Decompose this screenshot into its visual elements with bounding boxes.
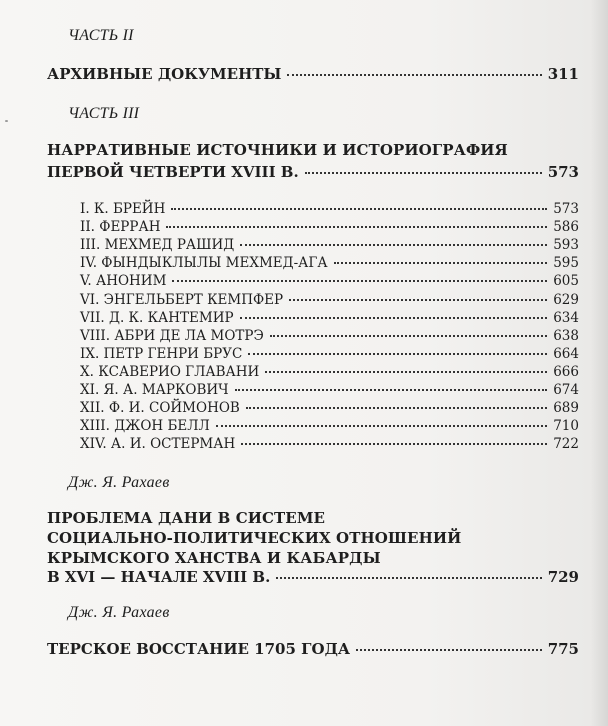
toc-entry-title: ПЕРВОЙ ЧЕТВЕРТИ XVIII В.	[47, 163, 299, 181]
dot-leader	[241, 443, 547, 445]
toc-subentry[interactable]	[80, 236, 579, 255]
toc-subentry[interactable]	[80, 272, 579, 291]
toc-subentry-page: 689	[553, 400, 579, 416]
toc-subentry[interactable]	[80, 309, 579, 328]
toc-entry-narrative-sources[interactable]	[47, 163, 579, 181]
toc-subentry-page: 710	[553, 418, 579, 434]
dot-leader	[287, 74, 541, 76]
page-edge-shadow	[590, 0, 608, 726]
toc-entry-title: АРХИВНЫЕ ДОКУМЕНТЫ	[47, 65, 282, 83]
toc-subentry-page: 638	[553, 328, 579, 344]
dot-leader	[289, 299, 547, 301]
dot-leader	[235, 389, 547, 391]
toc-subentry-title: IV. ФЫНДЫКЛЫЛЫ МЕХМЕД-АГА	[80, 255, 328, 271]
toc-subentry-title: VI. ЭНГЕЛЬБЕРТ КЕМПФЕР	[80, 292, 284, 308]
dot-leader	[166, 226, 547, 228]
dot-leader	[305, 172, 542, 174]
part3-heading: ЧАСТЬ III	[68, 105, 140, 122]
toc-subentry[interactable]	[80, 218, 579, 237]
toc-entry-page: 311	[547, 65, 579, 83]
dot-leader	[216, 425, 547, 427]
part2-heading: ЧАСТЬ II	[68, 27, 134, 44]
toc-subentry-title: II. ФЕРРАН	[80, 219, 161, 235]
toc-subentry[interactable]	[80, 345, 579, 364]
toc-subentry-page: 595	[553, 255, 579, 271]
toc-subentry[interactable]	[80, 327, 579, 346]
toc-subentry-title: XIV. А. И. ОСТЕРМАН	[80, 436, 236, 452]
toc-subentry-title: V. АНОНИМ	[80, 273, 167, 289]
toc-subentry[interactable]	[80, 200, 579, 219]
toc-subentry-page: 573	[553, 201, 579, 217]
toc-subentry[interactable]	[80, 399, 579, 418]
toc-entry-title: В XVI — НАЧАЛЕ XVIII В.	[47, 568, 271, 586]
toc-subentry-title: IX. ПЕТР ГЕНРИ БРУС	[80, 346, 243, 362]
toc-entry-archival-documents[interactable]	[47, 65, 579, 83]
dot-leader	[356, 649, 542, 651]
article1-title-line2: СОЦИАЛЬНО-ПОЛИТИЧЕСКИХ ОТНОШЕНИЙ	[47, 529, 462, 547]
toc-subentry-title: III. МЕХМЕД РАШИД	[80, 237, 235, 253]
dot-leader	[270, 335, 547, 337]
dot-leader	[240, 317, 547, 319]
article2-author: Дж. Я. Рахаев	[68, 604, 170, 621]
toc-subentry-page: 674	[553, 382, 579, 398]
toc-subentry-title: VII. Д. К. КАНТЕМИР	[80, 310, 234, 326]
toc-subentry-page: 586	[553, 219, 579, 235]
toc-entry-terek-uprising[interactable]	[47, 640, 579, 658]
toc-subentry-page: 722	[553, 436, 579, 452]
toc-subentry-title: X. КСАВЕРИО ГЛАВАНИ	[80, 364, 260, 380]
dot-leader	[334, 262, 547, 264]
toc-entry-page: 775	[547, 640, 579, 658]
dot-leader	[276, 577, 541, 579]
dot-leader	[171, 208, 547, 210]
toc-entry-title: ТЕРСКОЕ ВОССТАНИЕ 1705 ГОДА	[47, 640, 351, 658]
dot-leader	[172, 280, 547, 282]
toc-subentry-page: 664	[553, 346, 579, 362]
toc-subentry-title: XI. Я. А. МАРКОВИЧ	[80, 382, 229, 398]
toc-subentry-title: I. К. БРЕЙН	[80, 201, 166, 217]
toc-subentry-title: XII. Ф. И. СОЙМОНОВ	[80, 400, 240, 416]
toc-subentry-page: 634	[553, 310, 579, 326]
toc-subentry-page: 593	[553, 237, 579, 253]
paper-speck	[5, 120, 8, 122]
toc-subentry[interactable]	[80, 363, 579, 382]
article1-title-line1: ПРОБЛЕМА ДАНИ В СИСТЕМЕ	[47, 509, 326, 527]
part3-title-line1: НАРРАТИВНЫЕ ИСТОЧНИКИ И ИСТОРИОГРАФИЯ	[47, 141, 508, 159]
toc-subentry-page: 666	[553, 364, 579, 380]
dot-leader	[248, 353, 547, 355]
toc-subentry[interactable]	[80, 435, 579, 454]
article1-author: Дж. Я. Рахаев	[68, 474, 170, 491]
dot-leader	[240, 244, 547, 246]
toc-subentry-page: 629	[553, 292, 579, 308]
toc-entry-page: 573	[547, 163, 579, 181]
toc-subentry-page: 605	[553, 273, 579, 289]
toc-subentry-title: VIII. АБРИ ДЕ ЛА МОТРЭ	[80, 328, 264, 344]
dot-leader	[265, 371, 547, 373]
article1-title-line3: КРЫМСКОГО ХАНСТВА И КАБАРДЫ	[47, 549, 381, 567]
dot-leader	[246, 407, 547, 409]
toc-entry-tribute-problem[interactable]	[47, 568, 579, 586]
toc-subentry[interactable]	[80, 291, 579, 310]
toc-entry-page: 729	[547, 568, 579, 586]
toc-subentry[interactable]	[80, 254, 579, 273]
toc-subentry[interactable]	[80, 417, 579, 436]
toc-subentry-title: XIII. ДЖОН БЕЛЛ	[80, 418, 210, 434]
toc-subentry[interactable]	[80, 381, 579, 400]
